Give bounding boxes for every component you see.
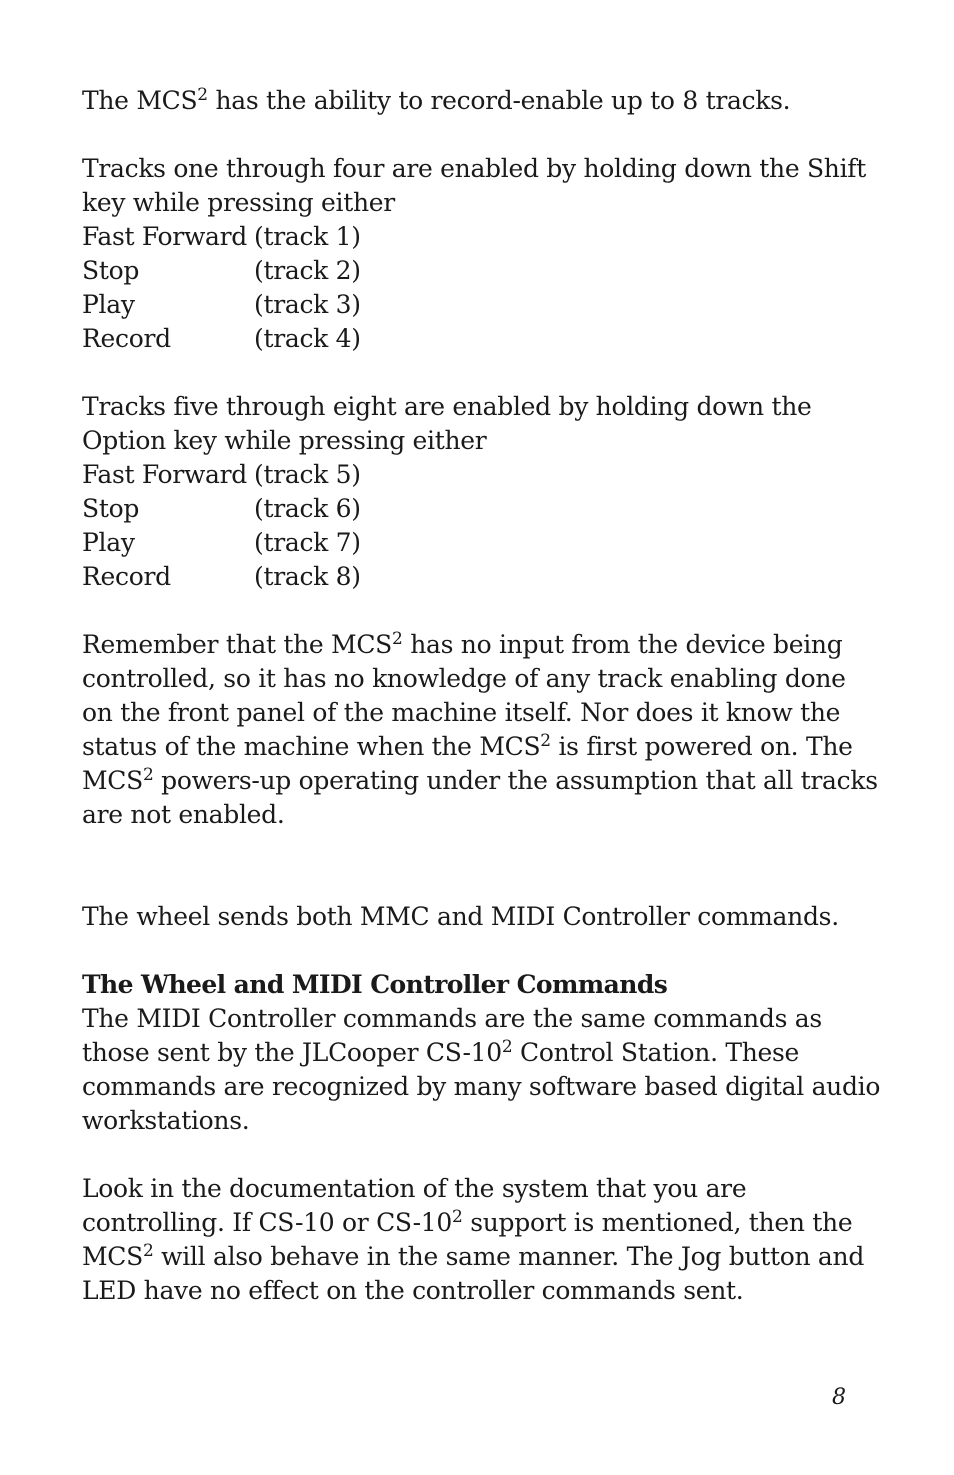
intro-paragraph: The MCS$^2$ has the ability to record-enable up to 8 tracks. xyxy=(82,85,791,115)
list-item xyxy=(82,526,882,560)
superscript-2: 2 xyxy=(197,85,208,105)
track-number: (track 4) xyxy=(254,324,361,353)
superscript-2: 2 xyxy=(540,731,551,751)
track-number: (track 2) xyxy=(254,256,361,285)
track-number: (track 6) xyxy=(254,494,361,523)
group2-list xyxy=(82,458,882,594)
group1-list xyxy=(82,220,882,356)
track-number: (track 1) xyxy=(254,222,361,251)
list-item xyxy=(82,322,882,356)
superscript-2: 2 xyxy=(501,1037,513,1057)
remember-paragraph: Remember that the MCS$^2$ has no input from the device being controlled, so it has no knowledge of any track enabling done on the front panel of the machine itself. Nor does it know the status of the machine when the MCS$^2$ is first powered on. The MCS$^2$ powers-up operating under the assumption that all tracks are not enabled. xyxy=(82,629,878,829)
group1-intro: Tracks one through four are enabled by holding down the Shift key while pressing either xyxy=(82,154,866,217)
superscript-2: 2 xyxy=(142,765,154,785)
superscript-2: 2 xyxy=(392,629,403,649)
documentation-paragraph: Look in the documentation of the system that you are controlling. If CS-10 or $CS-10^2$ support is mentioned, then the MCS$^2$ will also behave in the same manner. The Jog button and LED have no effect on the controller commands sent. xyxy=(82,1174,865,1305)
button-name: Fast Forward xyxy=(82,460,248,489)
button-name: Record xyxy=(82,324,171,353)
superscript-2: 2 xyxy=(142,1241,154,1261)
list-item xyxy=(82,288,882,322)
button-name: Stop xyxy=(82,494,140,523)
list-item xyxy=(82,254,882,288)
track-number: (track 5) xyxy=(254,460,361,489)
track-number: (track 7) xyxy=(254,528,361,557)
page-number: 8 xyxy=(832,1385,846,1410)
wheel-paragraph: The wheel sends both MMC and MIDI Controller commands. xyxy=(82,902,839,931)
midi-controller-paragraph: The MIDI Controller commands are the same commands as those sent by the JLCooper $CS-10^2$ Control Station. These commands are recognized by many software based digital audio workstations. xyxy=(82,1004,881,1135)
list-item xyxy=(82,560,882,594)
section-heading: The Wheel and MIDI Controller Commands xyxy=(82,970,668,999)
button-name: Fast Forward xyxy=(82,222,248,251)
button-name: Stop xyxy=(82,256,140,285)
document-body xyxy=(82,84,882,1308)
superscript-2: 2 xyxy=(452,1207,463,1227)
button-name: Play xyxy=(82,528,135,557)
track-number: (track 3) xyxy=(254,290,361,319)
list-item xyxy=(82,492,882,526)
track-number: (track 8) xyxy=(254,562,361,591)
list-item xyxy=(82,458,882,492)
group2-intro: Tracks five through eight are enabled by holding down the Option key while pressing either xyxy=(82,392,812,455)
button-name: Play xyxy=(82,290,135,319)
button-name: Record xyxy=(82,562,171,591)
list-item xyxy=(82,220,882,254)
